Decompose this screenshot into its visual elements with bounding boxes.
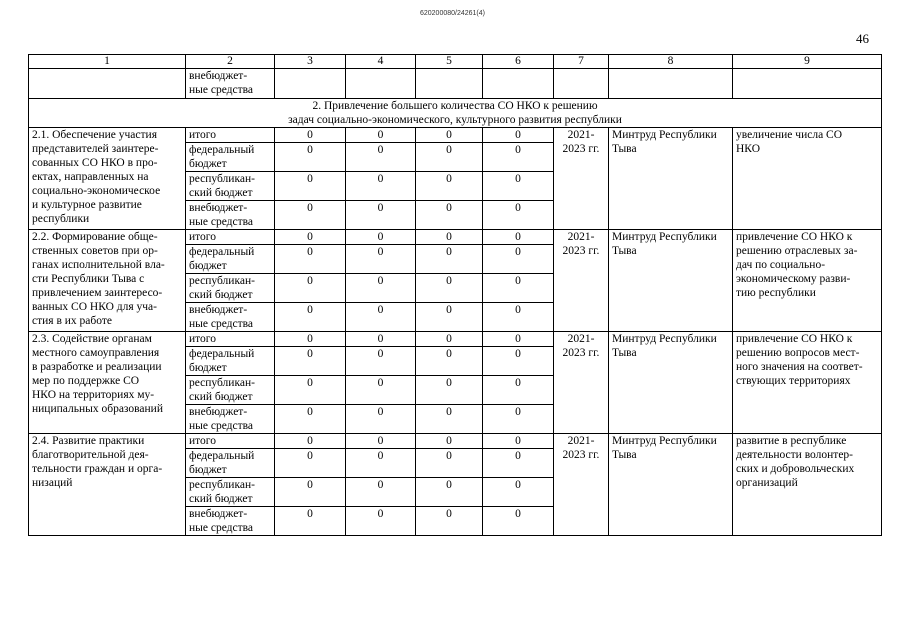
expected-result <box>733 434 882 536</box>
funding-value: 0 <box>483 507 554 536</box>
expected-result-line: привлечение СО НКО к <box>736 231 853 243</box>
funding-source-line: федеральный <box>189 144 255 156</box>
section-row <box>29 99 882 128</box>
funding-source <box>186 434 275 449</box>
funding-value: 0 <box>275 245 346 274</box>
header-cell: 8 <box>609 55 733 69</box>
period <box>554 332 609 434</box>
funding-source-line: республикан- <box>189 275 255 287</box>
funding-value: 0 <box>275 274 346 303</box>
funding-source-line: бюджет <box>189 260 227 272</box>
funding-source <box>186 449 275 478</box>
executor-line: Минтруд Республики <box>612 435 717 447</box>
funding-value: 0 <box>416 172 483 201</box>
header-row <box>29 55 882 69</box>
funding-value: 0 <box>483 332 554 347</box>
expected-result-line: организаций <box>736 477 798 489</box>
funding-source-line: внебюджет- <box>189 202 248 214</box>
funding-source-line: внебюджет- <box>189 406 248 418</box>
funding-source-line: внебюджет- <box>189 304 248 316</box>
funding-source-line: ский бюджет <box>189 187 253 199</box>
funding-value: 0 <box>416 245 483 274</box>
funding-value: 0 <box>275 376 346 405</box>
expected-result-line: дач по социально- <box>736 259 826 271</box>
expected-result-line: экономическому разви- <box>736 273 851 285</box>
activity-name <box>29 230 186 332</box>
funding-source-line: республикан- <box>189 377 255 389</box>
activity-name-line: 2.4. Развитие практики <box>32 435 145 447</box>
period-line: 2021- <box>567 129 595 141</box>
funding-value: 0 <box>483 303 554 332</box>
table-cell <box>29 69 186 99</box>
activity-name-line: ственных советов при ор- <box>32 245 158 257</box>
expected-result-line: ного значения на соответ- <box>736 361 863 373</box>
activity-name-line: тельности граждан и орга- <box>32 463 163 475</box>
activity-name-line: ганах исполнительной вла- <box>32 259 165 271</box>
funding-value: 0 <box>346 507 416 536</box>
activity-name-line: 2.1. Обеспечение участия <box>32 129 157 141</box>
funding-value: 0 <box>416 478 483 507</box>
funding-source <box>186 332 275 347</box>
funding-value: 0 <box>416 230 483 245</box>
period-line: 2021- <box>567 435 595 447</box>
period-line: 2023 гг. <box>562 143 600 155</box>
period <box>554 230 609 332</box>
funding-value: 0 <box>416 376 483 405</box>
executor <box>609 128 733 230</box>
funding-source <box>186 172 275 201</box>
funding-value: 0 <box>346 128 416 143</box>
header-cell: 4 <box>346 55 416 69</box>
funding-source <box>186 507 275 536</box>
funding-value: 0 <box>416 274 483 303</box>
activity-name-line: 2.3. Содействие органам <box>32 333 152 345</box>
header-cell: 5 <box>416 55 483 69</box>
table-row <box>29 230 882 245</box>
activity-name-line: и культурное развитие <box>32 199 142 211</box>
funding-value: 0 <box>346 143 416 172</box>
header-cell: 9 <box>733 55 882 69</box>
funding-value: 0 <box>483 274 554 303</box>
funding-value: 0 <box>483 347 554 376</box>
activity-name-line: стия в их работе <box>32 315 112 327</box>
table-cell <box>609 69 733 99</box>
funding-value: 0 <box>416 405 483 434</box>
funding-value: 0 <box>483 128 554 143</box>
funding-value: 0 <box>275 434 346 449</box>
funding-value: 0 <box>275 449 346 478</box>
expected-result <box>733 128 882 230</box>
funding-value: 0 <box>346 332 416 347</box>
funding-value: 0 <box>275 128 346 143</box>
funding-source-line: федеральный <box>189 450 255 462</box>
funding-value: 0 <box>416 128 483 143</box>
funding-source-line: ные средства <box>189 216 254 228</box>
activity-name-line: ектах, направленных на <box>32 171 149 183</box>
funding-value: 0 <box>483 201 554 230</box>
funding-source <box>186 274 275 303</box>
funding-value: 0 <box>346 303 416 332</box>
funding-value: 0 <box>275 201 346 230</box>
funding-value: 0 <box>346 478 416 507</box>
funding-value: 0 <box>346 376 416 405</box>
carry-over-row <box>29 69 882 99</box>
funding-source-line: республикан- <box>189 173 255 185</box>
section-title <box>29 99 882 128</box>
executor <box>609 332 733 434</box>
activity-name-line: представителей заинтере- <box>32 143 159 155</box>
funding-value: 0 <box>483 449 554 478</box>
funding-value: 0 <box>416 332 483 347</box>
funding-source-line: ский бюджет <box>189 391 253 403</box>
table-cell <box>346 69 416 99</box>
header-cell: 6 <box>483 55 554 69</box>
activity-name-line: в разработке и реализации <box>32 361 162 373</box>
funding-value: 0 <box>275 230 346 245</box>
activity-name-line: ниципальных образований <box>32 403 163 415</box>
expected-result-line: увеличение числа СО <box>736 129 843 141</box>
funding-value: 0 <box>416 434 483 449</box>
funding-source <box>186 201 275 230</box>
funding-value: 0 <box>275 332 346 347</box>
activity-name-line: сти Республики Тыва с <box>32 273 145 285</box>
funding-source <box>186 143 275 172</box>
funding-value: 0 <box>346 245 416 274</box>
funding-value: 0 <box>275 172 346 201</box>
activity-name-line: мер по поддержке СО <box>32 375 140 387</box>
activity-name-line: 2.2. Формирование обще- <box>32 231 158 243</box>
funding-source <box>186 128 275 143</box>
funding-value: 0 <box>346 274 416 303</box>
funding-source <box>186 376 275 405</box>
expected-result <box>733 332 882 434</box>
funding-value: 0 <box>416 143 483 172</box>
activity-name <box>29 332 186 434</box>
period-line: 2021- <box>567 231 595 243</box>
expected-result-line: тию республики <box>736 287 816 299</box>
activity-name <box>29 434 186 536</box>
activity-name-line: привлечением заинтересо- <box>32 287 163 299</box>
page-number: 46 <box>856 31 869 46</box>
expected-result-line: ских и добровольческих <box>736 463 855 475</box>
expected-result-line: ствующих территориях <box>736 375 851 387</box>
funding-source-line: итого <box>189 129 216 141</box>
funding-source-line: ные средства <box>189 522 254 534</box>
funding-source <box>186 405 275 434</box>
funding-source <box>186 230 275 245</box>
activity-name-line: НКО на территориях му- <box>32 389 155 401</box>
funding-source <box>186 347 275 376</box>
funding-source <box>186 478 275 507</box>
expected-result-line: деятельности волонтер- <box>736 449 854 461</box>
executor-line: Минтруд Республики <box>612 129 717 141</box>
funding-value: 0 <box>346 172 416 201</box>
funding-source <box>186 245 275 274</box>
table-row <box>29 434 882 449</box>
funding-source-line: бюджет <box>189 158 227 170</box>
activity-name-line: местного самоуправления <box>32 347 160 359</box>
header-cell: 7 <box>554 55 609 69</box>
expected-result-line: решению отраслевых за- <box>736 245 858 257</box>
funding-value: 0 <box>483 172 554 201</box>
funding-value: 0 <box>346 405 416 434</box>
funding-source-line: итого <box>189 435 216 447</box>
funding-source-line: итого <box>189 333 216 345</box>
funding-source-line: федеральный <box>189 246 255 258</box>
funding-value: 0 <box>346 347 416 376</box>
activity-name <box>29 128 186 230</box>
executor-line: Тыва <box>612 143 637 155</box>
funding-value: 0 <box>346 449 416 478</box>
funding-value: 0 <box>483 405 554 434</box>
section-title-line: 2. Привлечение большего количества СО НКО к решению <box>312 100 598 112</box>
funding-value: 0 <box>346 230 416 245</box>
executor-line: Минтруд Республики <box>612 231 717 243</box>
funding-source-line: ные средства <box>189 420 254 432</box>
funding-value: 0 <box>483 376 554 405</box>
period <box>554 434 609 536</box>
funding-value: 0 <box>483 478 554 507</box>
period <box>554 128 609 230</box>
funding-source <box>186 303 275 332</box>
table-row <box>29 128 882 143</box>
funding-value: 0 <box>275 143 346 172</box>
expected-result-line: НКО <box>736 143 760 155</box>
funding-value: 0 <box>483 230 554 245</box>
funding-source-line: федеральный <box>189 348 255 360</box>
funding-value: 0 <box>275 507 346 536</box>
header-cell: 2 <box>186 55 275 69</box>
executor <box>609 434 733 536</box>
activity-name-line: низаций <box>32 477 73 489</box>
executor-line: Минтруд Республики <box>612 333 717 345</box>
program-table <box>28 54 882 536</box>
expected-result-line: привлечение СО НКО к <box>736 333 853 345</box>
period-line: 2023 гг. <box>562 449 600 461</box>
funding-value: 0 <box>275 405 346 434</box>
activity-name-line: республики <box>32 213 90 225</box>
activity-name-line: сованных СО НКО в про- <box>32 157 158 169</box>
funding-value: 0 <box>416 507 483 536</box>
table-cell <box>416 69 483 99</box>
funding-source-line: итого <box>189 231 216 243</box>
table-cell <box>275 69 346 99</box>
funding-value: 0 <box>275 303 346 332</box>
executor-line: Тыва <box>612 449 637 461</box>
funding-source-line: бюджет <box>189 362 227 374</box>
period-line: 2023 гг. <box>562 347 600 359</box>
funding-source-line: ные средства <box>189 318 254 330</box>
expected-result-line: решению вопросов мест- <box>736 347 860 359</box>
funding-source-line: ский бюджет <box>189 493 253 505</box>
funding-value: 0 <box>416 347 483 376</box>
table-row <box>29 332 882 347</box>
header-cell: 1 <box>29 55 186 69</box>
funding-source: внебюджет- ные средства <box>186 69 275 99</box>
activity-name-line: социально-экономическое <box>32 185 161 197</box>
funding-source-line: бюджет <box>189 464 227 476</box>
activity-name-line: благотворительной дея- <box>32 449 149 461</box>
executor-line: Тыва <box>612 347 637 359</box>
funding-value: 0 <box>275 478 346 507</box>
activity-name-line: ванных СО НКО для уча- <box>32 301 157 313</box>
table-cell <box>733 69 882 99</box>
funding-value: 0 <box>416 449 483 478</box>
funding-value: 0 <box>275 347 346 376</box>
document-id: 620200080/24261(4) <box>419 10 485 17</box>
funding-value: 0 <box>346 434 416 449</box>
section-title-line: задач социально-экономического, культурного развития республики <box>288 114 622 126</box>
period-line: 2021- <box>567 333 595 345</box>
expected-result-line: развитие в республике <box>736 435 847 447</box>
funding-value: 0 <box>346 201 416 230</box>
table-cell <box>483 69 554 99</box>
funding-value: 0 <box>483 143 554 172</box>
funding-value: 0 <box>416 201 483 230</box>
expected-result <box>733 230 882 332</box>
table-cell <box>554 69 609 99</box>
funding-value: 0 <box>483 245 554 274</box>
executor <box>609 230 733 332</box>
header-cell: 3 <box>275 55 346 69</box>
period-line: 2023 гг. <box>562 245 600 257</box>
funding-value: 0 <box>416 303 483 332</box>
funding-source-line: ский бюджет <box>189 289 253 301</box>
funding-value: 0 <box>483 434 554 449</box>
executor-line: Тыва <box>612 245 637 257</box>
funding-source-line: республикан- <box>189 479 255 491</box>
funding-source-line: внебюджет- <box>189 508 248 520</box>
